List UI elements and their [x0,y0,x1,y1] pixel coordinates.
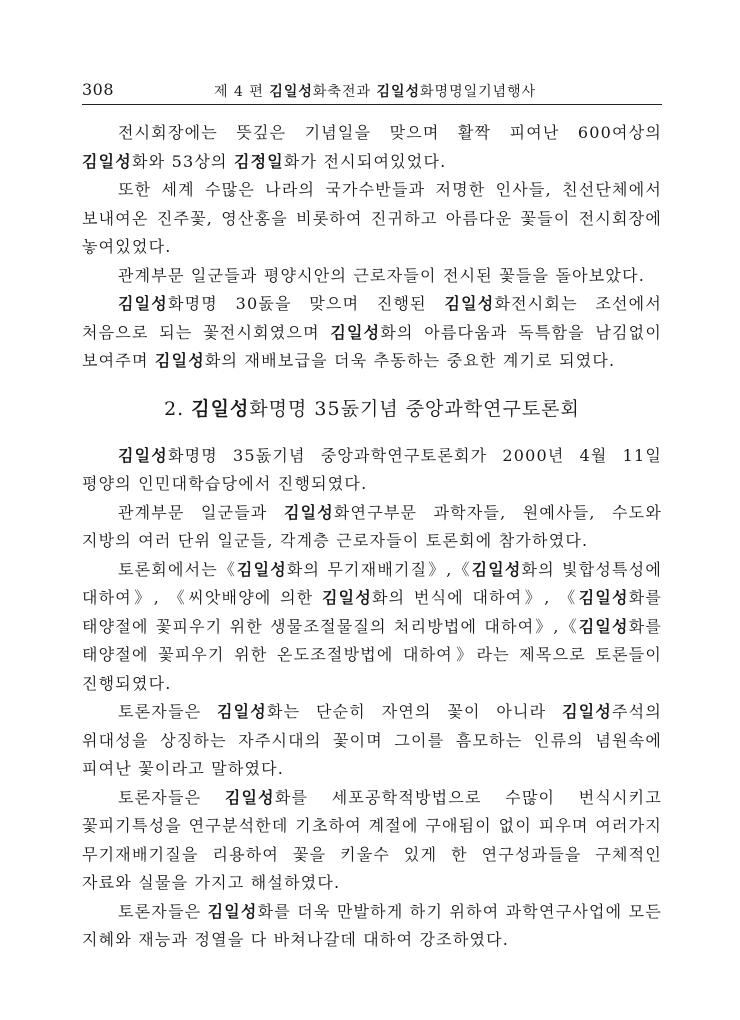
header-rule [82,104,662,105]
section-heading: 2. 김일성화명명 35돐기념 중앙과학연구토론회 [164,397,580,420]
running-title: 제 4 편 김일성화축전과 김일성화명명일기념행사 [214,84,537,100]
paragraph: 토론자들은 김일성화를 더욱 만발하게 하기 위하여 과학연구사업에 모든 지혜와 재능과 정열을 다 바쳐나갈데 대하여 강조하였다. [82,901,662,949]
paragraph: 관계부문 일군들과 김일성화연구부문 과학자들, 원예사들, 수도와 지방의 여러 단위 일군들, 각계층 근로자들이 토론회에 참가하였다. [82,502,662,550]
body-text [82,119,662,955]
paragraph: 김일성화명명 30돐을 맞으며 진행된 김일성화전시회는 조선에서 처음으로 되는 꽃전시회였으며 김일성화의 아름다움과 독특함을 남김없이 보여주며 김일성화의 재배보급을 더욱 추동하는 중요한 계기로 되였다. [82,294,662,370]
paragraph: 토론회에서는《김일성화의 무기재배기질》,《김일성화의 빛합성특성에 대하여》, 《씨앗배양에 의한 김일성화의 번식에 대하여》, 《김일성화를 태양절에 꽃피우기 위한 생물조절물질의 처리방법에 대하여》,《김일성화를 태양절에 꽃피우기 위한 온도조절방법에 대하여》라는 제목으로 토론들이 진행되였다. [82,559,662,693]
paragraph: 토론자들은 김일성화를 세포공학적방법으로 수많이 번식시키고 꽃피기특성을 연구분석한데 기초하여 계절에 구애됨이 없이 피우며 여러가지 무기재배기질을 리용하여 꽃을 키울수 있게 한 연구성과들을 구체적인 자료와 실물을 가지고 해설하였다. [82,787,662,892]
paragraph: 또한 세계 수많은 나라의 국가수반들과 저명한 인사들, 친선단체에서 보내여온 진주꽃, 영산홍을 비롯하여 진귀하고 아름다운 꽃들이 전시회장에 놓여있었다. [82,180,662,256]
paragraph: 토론자들은 김일성화는 단순히 자연의 꽃이 아니라 김일성주석의 위대성을 상징하는 자주시대의 꽃이며 그이를 흠모하는 인류의 념원속에 피여난 꽃이라고 말하였다. [82,702,662,778]
running-header [82,80,662,106]
paragraph: 김일성화명명 35돐기념 중앙과학연구토론회가 2000년 4월 11일 평양의 인민대학습당에서 진행되였다. [82,445,662,493]
paragraph: 전시회장에는 뜻깊은 기념일을 맞으며 활짝 피여난 600여상의 김일성화와 53상의 김정일화가 전시되여있었다. [82,123,662,171]
paragraph: 관계부문 일군들과 평양시안의 근로자들이 전시된 꽃들을 돌아보았다. [118,265,646,285]
page-number: 308 [82,80,115,99]
